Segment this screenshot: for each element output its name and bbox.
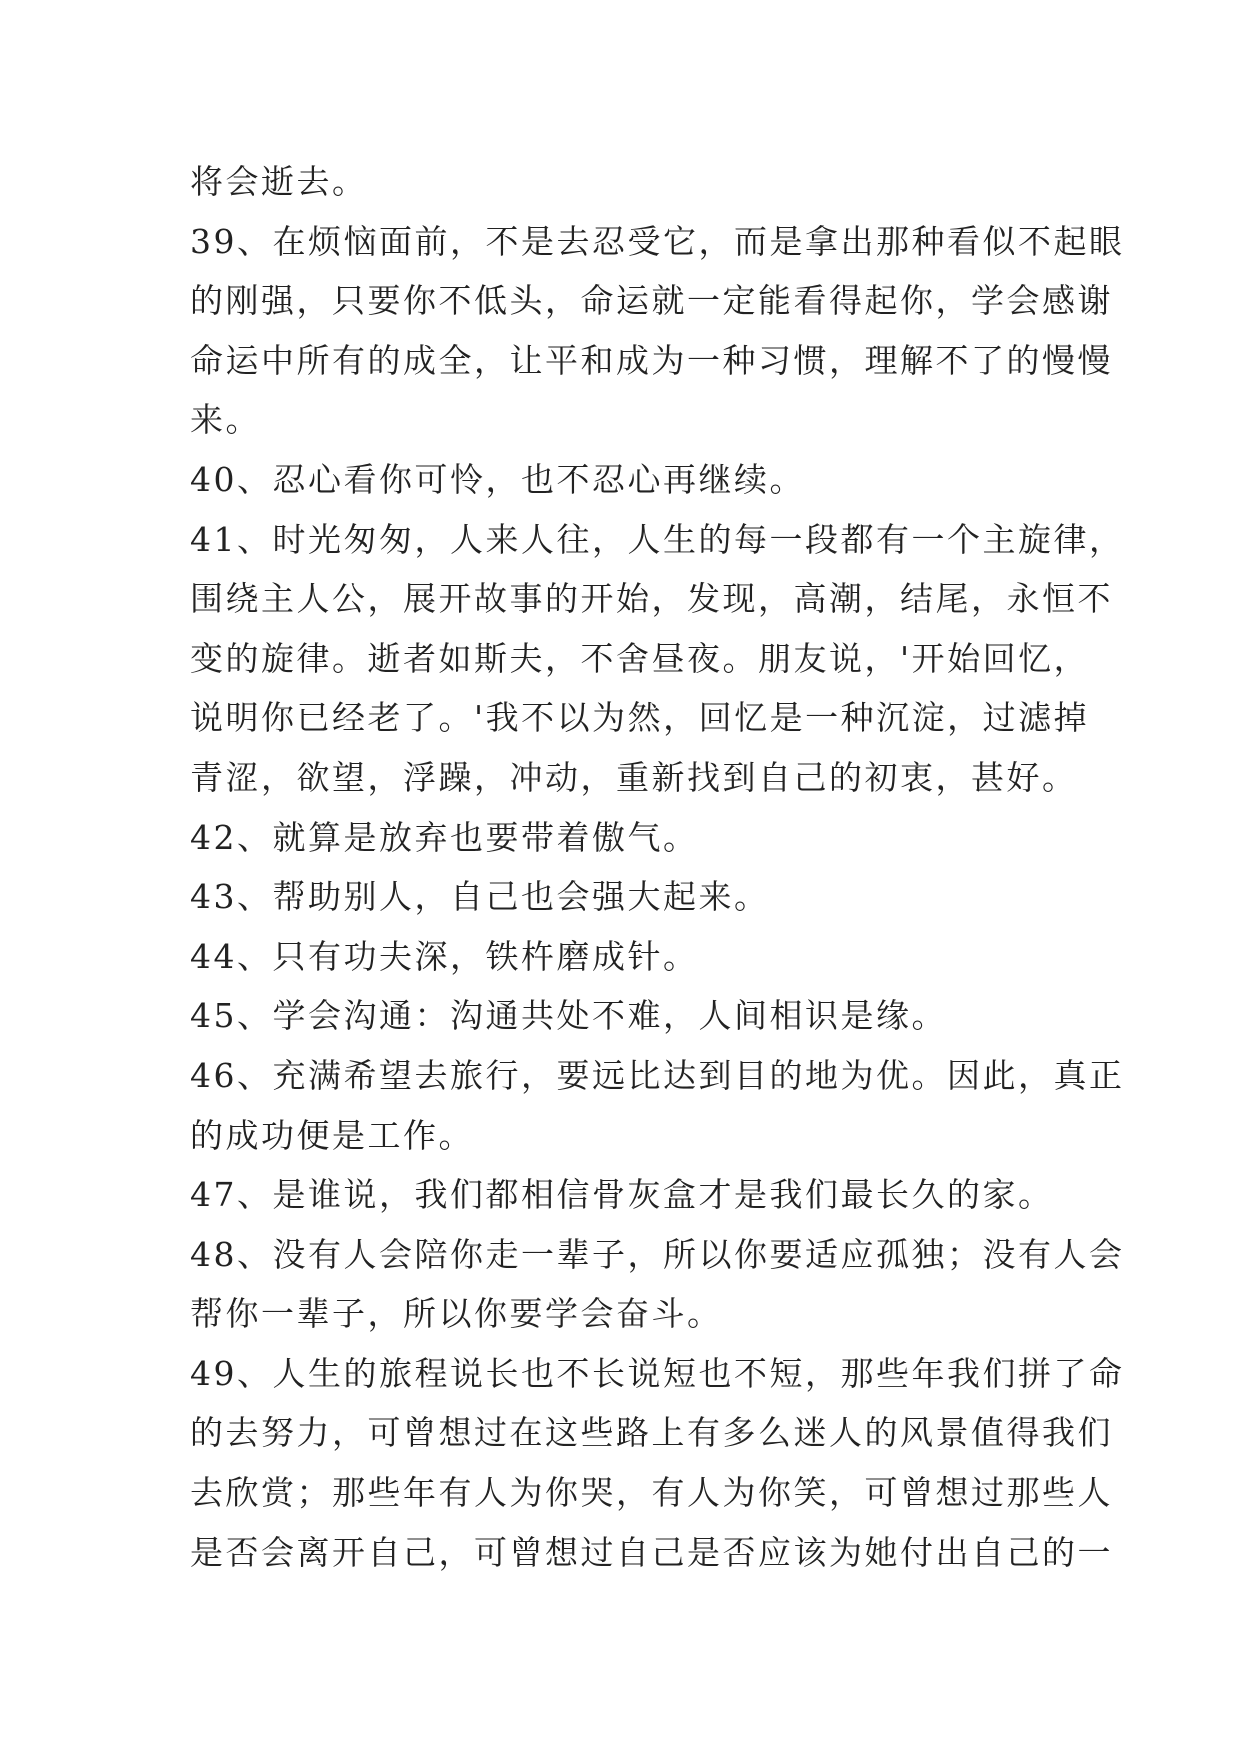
text-line: 说明你已经老了。'我不以为然，回忆是一种沉淀，过滤掉 <box>190 698 1090 738</box>
text-line: 47、是谁说，我们都相信骨灰盒才是我们最长久的家。 <box>190 1175 1054 1215</box>
text-line: 40、忍心看你可怜，也不忍心再继续。 <box>190 459 805 499</box>
text-line: 42、就算是放弃也要带着傲气。 <box>190 817 699 857</box>
text-line: 44、只有功夫深，铁杵磨成针。 <box>190 936 699 976</box>
text-line: 帮你一辈子，所以你要学会奋斗。 <box>190 1294 723 1334</box>
text-line: 将会逝去。 <box>190 162 368 201</box>
text-line: 是否会离开自己，可曾想过自己是否应该为她付出自己的一 <box>190 1532 1113 1572</box>
text-line: 49、人生的旅程说长也不长说短也不短，那些年我们拼了命 <box>190 1353 1125 1393</box>
text-line: 43、帮助别人，自己也会强大起来。 <box>190 877 770 917</box>
text-line: 45、学会沟通：沟通共处不难，人间相识是缘。 <box>190 996 947 1036</box>
text-line: 的成功便是工作。 <box>190 1115 474 1155</box>
text-line: 39、在烦恼面前，不是去忍受它，而是拿出那种看似不起眼 <box>190 221 1125 261</box>
text-line: 41、时光匆匆，人来人往，人生的每一段都有一个主旋律， <box>190 519 1125 559</box>
text-line: 命运中所有的成全，让平和成为一种习惯，理解不了的慢慢 <box>190 340 1113 380</box>
text-line: 来。 <box>190 400 261 440</box>
text-line: 围绕主人公，展开故事的开始，发现，高潮，结尾，永恒不 <box>190 579 1113 619</box>
text-line: 的刚强，只要你不低头，命运就一定能看得起你，学会感谢 <box>190 281 1113 321</box>
text-line: 的去努力，可曾想过在这些路上有多么迷人的风景值得我们 <box>190 1413 1113 1453</box>
text-line: 48、没有人会陪你走一辈子，所以你要适应孤独；没有人会 <box>190 1234 1125 1274</box>
text-line: 去欣赏；那些年有人为你哭，有人为你笑，可曾想过那些人 <box>190 1473 1113 1513</box>
text-line: 变的旋律。逝者如斯夫，不舍昼夜。朋友说，'开始回忆， <box>190 638 1090 678</box>
text-line: 青涩，欲望，浮躁，冲动，重新找到自己的初衷，甚好。 <box>190 757 1078 797</box>
document-body <box>190 152 1125 1582</box>
text-line: 46、充满希望去旅行，要远比达到目的地为优。因此，真正 <box>190 1055 1125 1095</box>
